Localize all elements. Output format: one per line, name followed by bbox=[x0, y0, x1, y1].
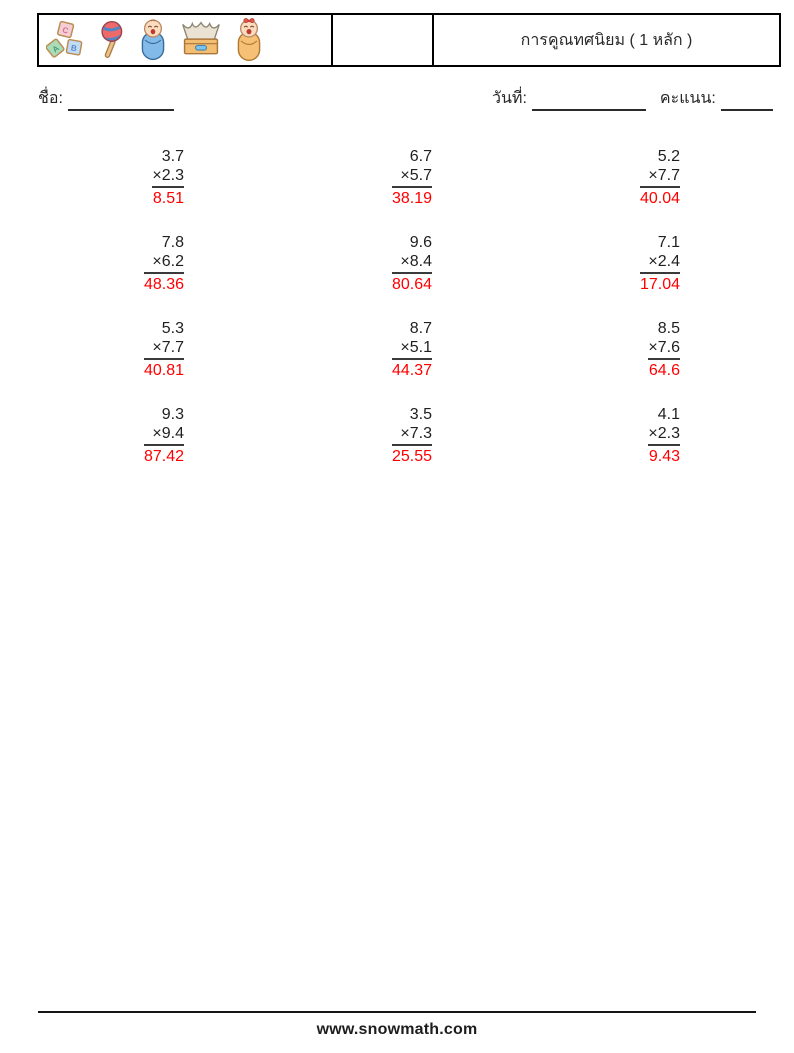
header-icons bbox=[39, 15, 331, 65]
problem-9 bbox=[533, 319, 781, 380]
multiplicand: 5.2 bbox=[657, 148, 680, 165]
svg-text:A: A bbox=[50, 43, 61, 55]
multiplicand: 3.5 bbox=[409, 406, 432, 423]
problem-block bbox=[640, 147, 680, 208]
multiplicand: 6.7 bbox=[409, 148, 432, 165]
svg-text:B: B bbox=[70, 43, 78, 54]
worksheet-title-cell bbox=[432, 15, 779, 65]
problem-block bbox=[640, 233, 680, 294]
header bbox=[37, 13, 781, 67]
footer-divider bbox=[38, 1011, 756, 1013]
multiplier: ×7.7 bbox=[152, 339, 184, 356]
problem-block bbox=[144, 405, 184, 466]
product-answer: 80.64 bbox=[392, 272, 432, 294]
swaddled-baby-blue-icon bbox=[138, 18, 168, 62]
problem-10 bbox=[37, 405, 285, 466]
multiplicand: 9.6 bbox=[409, 234, 432, 251]
problem-11 bbox=[285, 405, 533, 466]
problem-4 bbox=[37, 233, 285, 294]
footer-url: www.snowmath.com bbox=[316, 1021, 478, 1038]
problem-block bbox=[392, 405, 432, 466]
product-answer: 17.04 bbox=[640, 272, 680, 294]
product-answer: 25.55 bbox=[392, 444, 432, 466]
problem-block bbox=[648, 319, 680, 380]
multiplicand: 8.7 bbox=[409, 320, 432, 337]
fields-row bbox=[0, 86, 794, 112]
wipes-box-icon bbox=[178, 19, 224, 61]
date-score-fields bbox=[492, 86, 773, 111]
problem-7 bbox=[37, 319, 285, 380]
multiplier: ×5.1 bbox=[400, 339, 432, 356]
product-answer: 44.37 bbox=[392, 358, 432, 380]
multiplier: ×5.7 bbox=[400, 167, 432, 184]
multiplicand: 7.1 bbox=[657, 234, 680, 251]
multiplier: ×7.6 bbox=[648, 339, 680, 356]
date-blank-line bbox=[532, 95, 646, 111]
problem-block bbox=[392, 319, 432, 380]
product-answer: 64.6 bbox=[648, 358, 680, 380]
multiplier: ×2.4 bbox=[648, 253, 680, 270]
svg-text:C: C bbox=[61, 25, 70, 36]
header-spacer bbox=[331, 15, 432, 65]
problem-block bbox=[392, 233, 432, 294]
multiplier: ×2.3 bbox=[648, 425, 680, 442]
multiplier: ×7.7 bbox=[648, 167, 680, 184]
swaddled-baby-orange-icon bbox=[234, 17, 264, 63]
product-answer: 38.19 bbox=[392, 186, 432, 208]
problem-8 bbox=[285, 319, 533, 380]
problem-block bbox=[648, 405, 680, 466]
problem-1 bbox=[37, 147, 285, 208]
name-label: ชื่อ: bbox=[38, 90, 63, 107]
multiplicand: 3.7 bbox=[161, 148, 184, 165]
problem-block bbox=[144, 233, 184, 294]
multiplier: ×8.4 bbox=[400, 253, 432, 270]
multiplicand: 5.3 bbox=[161, 320, 184, 337]
score-blank-line bbox=[721, 95, 773, 111]
problem-block bbox=[144, 319, 184, 380]
multiplier: ×7.3 bbox=[400, 425, 432, 442]
problem-block bbox=[152, 147, 184, 208]
date-label: วันที่: bbox=[492, 90, 527, 107]
problem-12 bbox=[533, 405, 781, 466]
problem-block bbox=[392, 147, 432, 208]
multiplicand: 4.1 bbox=[657, 406, 680, 423]
score-label: คะแนน: bbox=[659, 90, 716, 107]
multiplicand: 7.8 bbox=[161, 234, 184, 251]
abc-blocks-icon bbox=[46, 19, 84, 61]
multiplier: ×2.3 bbox=[152, 167, 184, 184]
problem-5 bbox=[285, 233, 533, 294]
worksheet-title: การคูณทศนิยม ( 1 หลัก ) bbox=[520, 31, 693, 49]
multiplicand: 9.3 bbox=[161, 406, 184, 423]
multiplicand: 8.5 bbox=[657, 320, 680, 337]
problem-6 bbox=[533, 233, 781, 294]
product-answer: 8.51 bbox=[152, 186, 184, 208]
name-field bbox=[38, 86, 174, 111]
product-answer: 87.42 bbox=[144, 444, 184, 466]
product-answer: 40.04 bbox=[640, 186, 680, 208]
problem-2 bbox=[285, 147, 533, 208]
product-answer: 9.43 bbox=[648, 444, 680, 466]
name-blank-line bbox=[68, 95, 174, 111]
problem-3 bbox=[533, 147, 781, 208]
multiplier: ×9.4 bbox=[152, 425, 184, 442]
problems-grid bbox=[37, 147, 781, 466]
product-answer: 48.36 bbox=[144, 272, 184, 294]
product-answer: 40.81 bbox=[144, 358, 184, 380]
multiplier: ×6.2 bbox=[152, 253, 184, 270]
rattle-icon bbox=[94, 18, 128, 62]
